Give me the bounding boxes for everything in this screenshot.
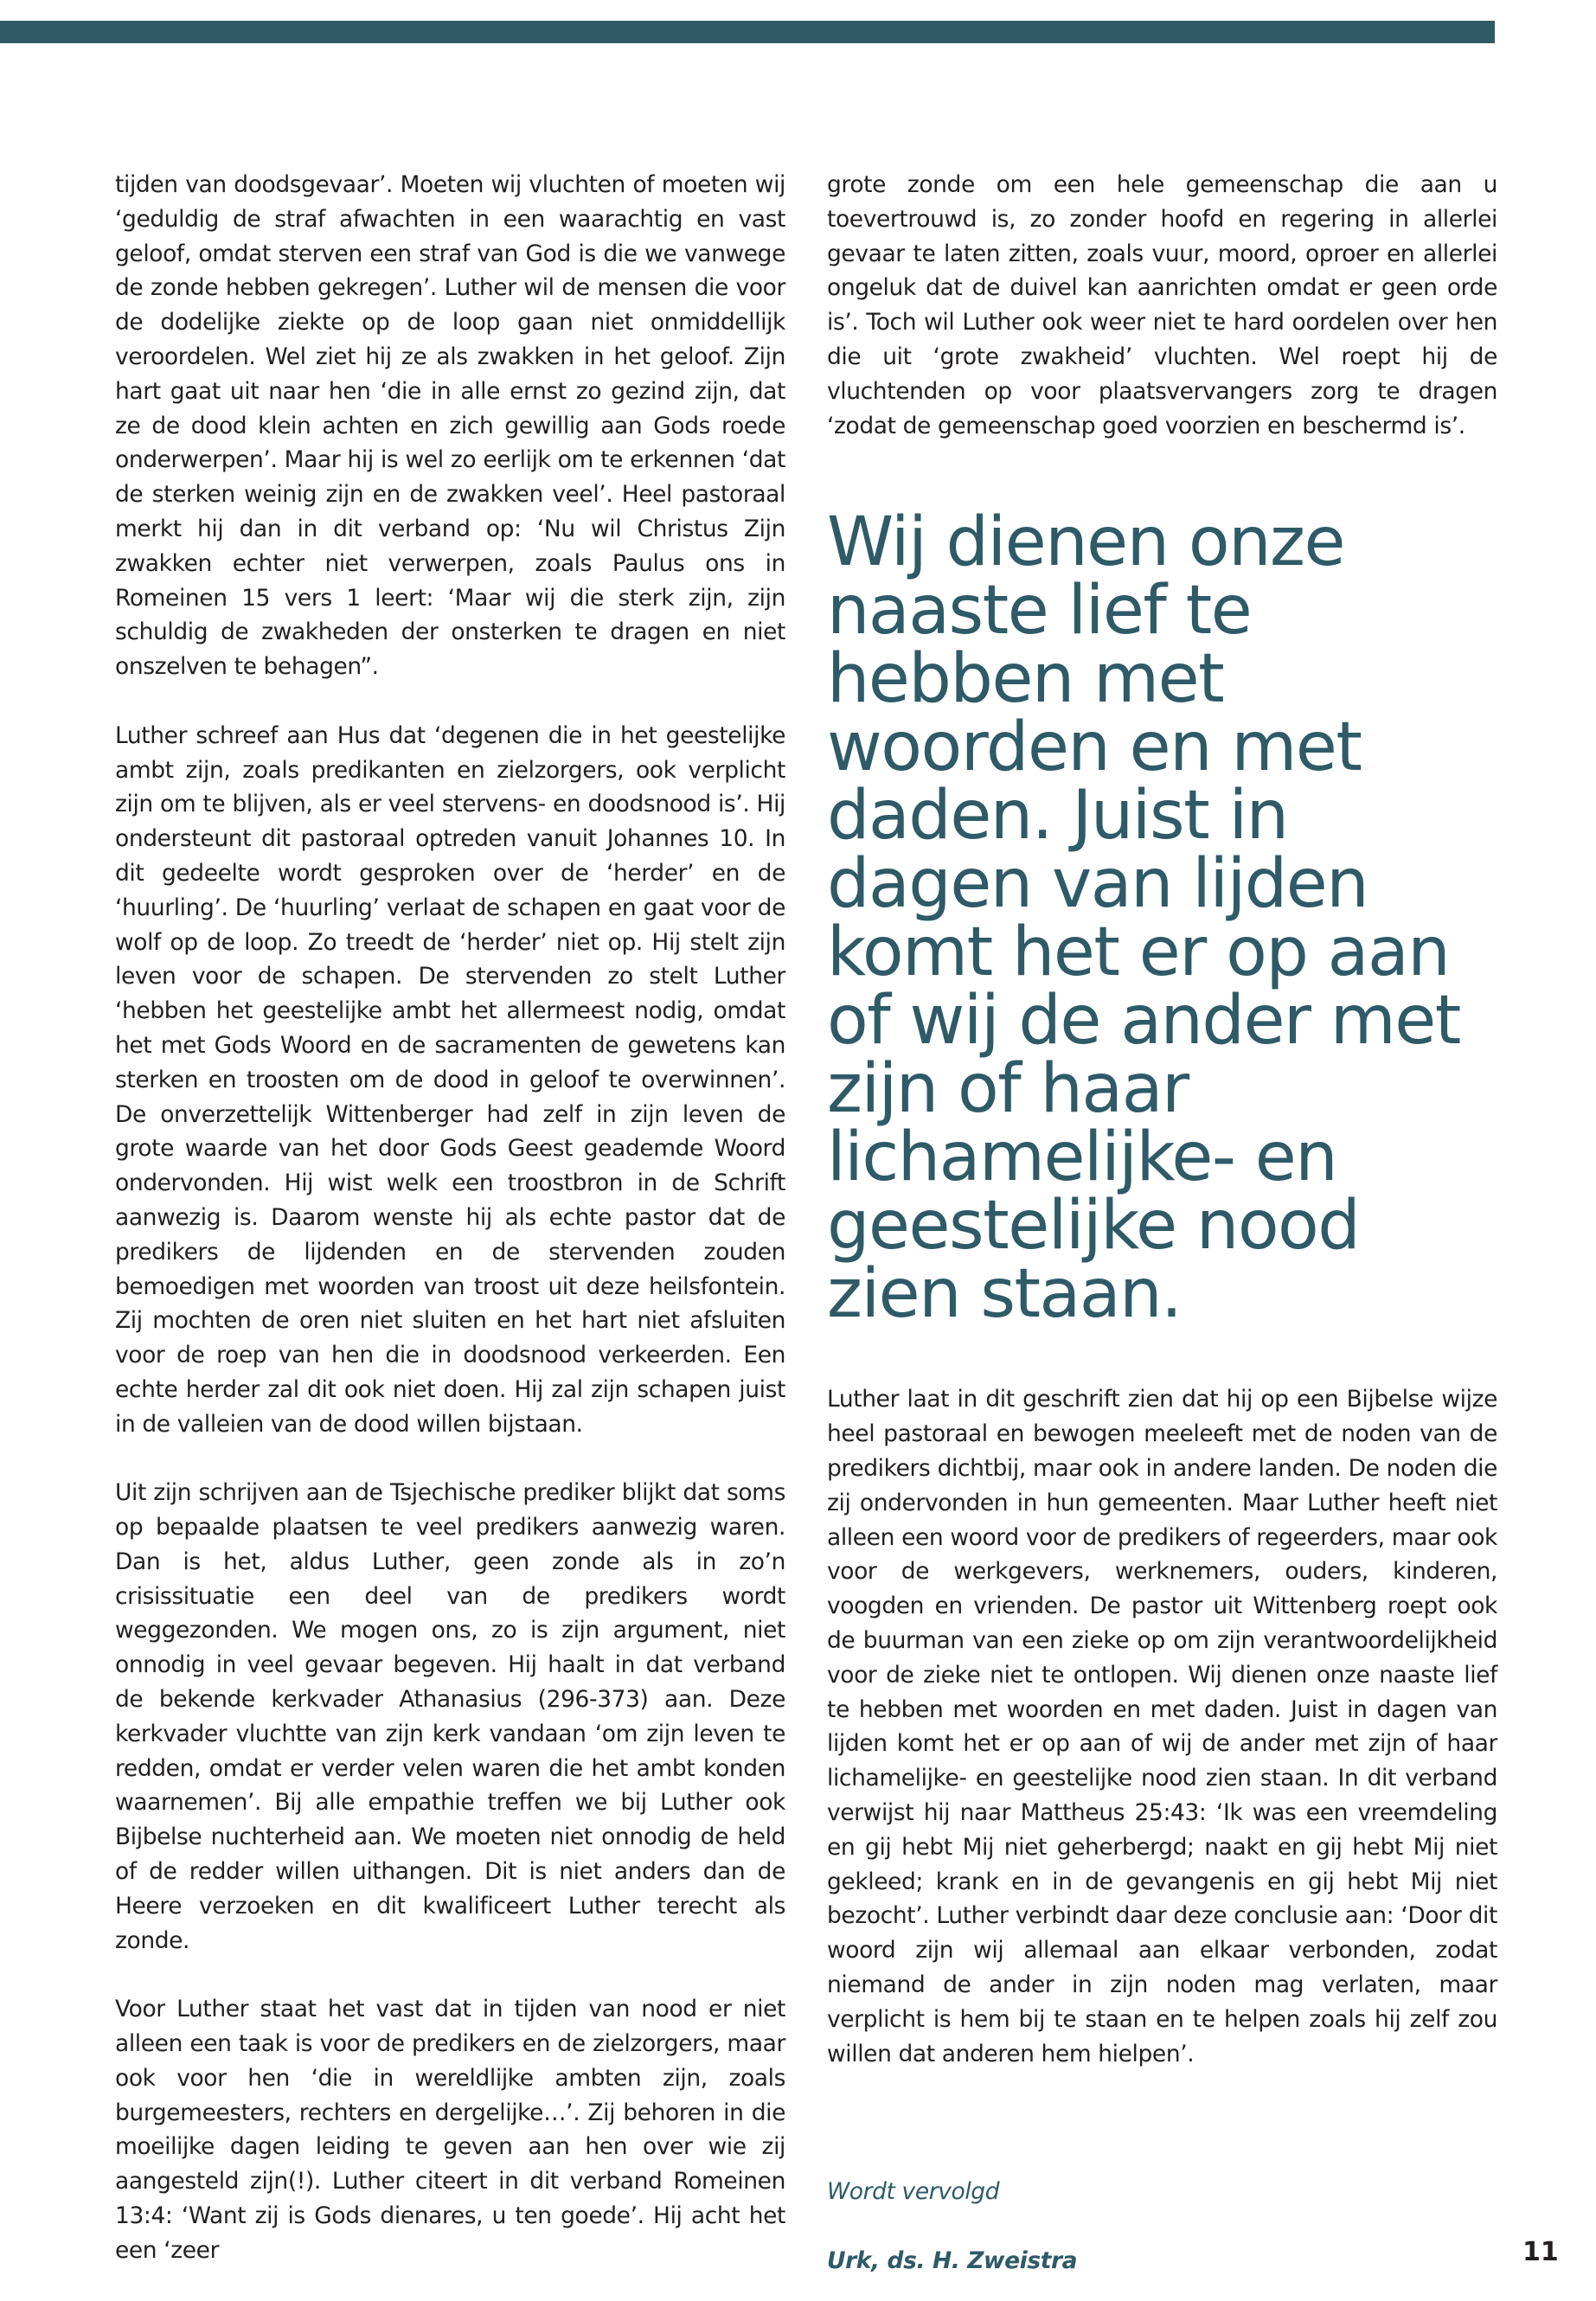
top-decorative-bar <box>0 21 1495 43</box>
page-number: 11 <box>1522 2237 1559 2267</box>
continued-note: Wordt vervolgd <box>827 2178 1000 2206</box>
left-column <box>115 168 785 2268</box>
pull-quote: Wij dienen onze naaste lief te hebben met woorden en met daden. Juist in dagen van lijden komt het er op aan of wij de ander met zijn of haar lichamelijke- en geestelijke nood zien staan. <box>827 503 1460 1334</box>
body-paragraph: Uit zijn schrijven aan de Tsjechische prediker blijkt dat soms op bepaalde plaatsen te veel predikers aanwezig waren. Dan is het, aldus Luther, geen zonde als in zo’n crisissituatie een deel van de predikers wordt weggezonden. We mogen ons, zo is zijn argument, niet onnodig in veel gevaar begeven. Hij haalt in dat verband de bekende kerkvader Athanasius (296-373) aan. Deze kerkvader vluchtte van zijn kerk vandaan ‘om zijn leven te redden, omdat er verder velen waren die het ambt konden waarnemen’. Bij alle empathie treffen we bij Luther ook Bijbelse nuchterheid aan. We moeten niet onnodig de held of de redder willen uithangen. Dit is niet anders dan de Heere verzoeken en dit kwalificeert Luther terecht als zonde. <box>115 1479 785 1954</box>
body-paragraph: tijden van doodsgevaar’. Moeten wij vluchten of moeten wij ‘geduldig de straf afwachten in een waarachtig en vast geloof, omdat sterven een straf van God is die we vanwege de zonde hebben gekregen’. Luther wil de mensen die voor de dodelijke ziekte op de loop gaan niet onmiddellijk veroordelen. Wel ziet hij ze als zwakken in het geloof. Zijn hart gaat uit naar hen ‘die in alle ernst zo gezind zijn, dat ze de dood klein achten en zich gewillig aan Gods roede onderwerpen’. Maar hij is wel zo eerlijk om te erkennen ‘dat de sterken weinig zijn en de zwakken veel’. Heel pastoraal merkt hij dan in dit verband op: ‘Nu wil Christus Zijn zwakken echter niet verwerpen, zoals Paulus ons in Romeinen 15 vers 1 leert: ‘Maar wij die sterk zijn, zijn schuldig de zwakheden der onsterken te dragen en niet onszelven te behagen”. <box>115 171 785 681</box>
body-paragraph: Luther schreef aan Hus dat ‘degenen die in het geestelijke ambt zijn, zoals predikanten en zielzorgers, ook verplicht zijn om te blijven, als er veel stervens- en doodsnood is’. Hij ondersteunt dit pastoraal optreden vanuit Johannes 10. In dit gedeelte wordt gesproken over de ‘herder’ en de ‘huurling’. De ‘huurling’ verlaat de schapen en gaat voor de wolf op de loop. Zo treedt de ‘herder’ niet op. Hij stelt zijn leven voor de schapen. De stervenden zo stelt Luther ‘hebben het geestelijke ambt het allermeest nodig, omdat het met Gods Woord en de sacramenten de gewetens kan sterken en troosten om de dood in geloof te overwinnen’. De onverzettelijk Wittenberger had zelf in zijn leven de grote waarde van het door Gods Geest geademde Woord ondervonden. Hij wist welk een troostbron in de Schrift aanwezig is. Daarom wenste hij als echte pastor dat de predikers de lijdenden en de stervenden zouden bemoedigen met woorden van troost uit deze heilsfontein. Zij mochten de oren niet sluiten en het hart niet afsluiten voor de roep van hen die in doodsnood verkeerden. Een echte herder zal dit ook niet doen. Hij zal zijn schapen juist in de valleien van de dood willen bijstaan. <box>115 721 785 1438</box>
body-paragraph: grote zonde om een hele gemeenschap die aan u toevertrouwd is, zo zonder hoofd en regering in allerlei gevaar te laten zitten, zoals vuur, moord, oproer en allerlei ongeluk dat de duivel kan aanrichten omdat er geen orde is’. Toch wil Luther ook weer niet te hard oordelen over hen die uit ‘grote zwakheid’ vluchten. Wel roept hij de vluchtenden op voor plaatsvervangers zorg te dragen ‘zodat de gemeenschap goed voorzien en beschermd is’. <box>827 171 1497 439</box>
right-column <box>827 168 1497 2279</box>
body-paragraph: Voor Luther staat het vast dat in tijden van nood er niet alleen een taak is voor de predikers en de zielzorgers, maar ook voor hen ‘die in wereldlijke ambten zijn, zoals burgemeesters, rechters en dergelijke…’. Zij behoren in die moeilijke dagen leiding te geven aan hen over wie zij aangesteld zijn(!). Luther citeert in dit verband Romeinen 13:4: ‘Want zij is Gods dienares, u ten goede’. Hij acht het een ‘zeer <box>115 1996 785 2264</box>
body-paragraph: Luther laat in dit geschrift zien dat hij op een Bijbelse wijze heel pastoraal en bewogen meeleeft met de noden van de predikers dichtbij, maar ook in andere landen. De noden die zij ondervonden in hun gemeenten. Maar Luther heeft niet alleen een woord voor de predikers of regeerders, maar ook voor de werkgevers, werknemers, ouders, kinderen, voogden en vrienden. De pastor uit Wittenberg roept ook de buurman van een zieke op om zijn verantwoordelijkheid voor de zieke niet te ontlopen. Wij dienen onze naaste lief te hebben met woorden en met daden. Juist in dagen van lijden komt het er op aan of wij de ander met zijn of haar lichamelijke- en geestelijke nood zien staan. In dit verband verwijst hij naar Mattheus 25:43: ‘Ik was een vreemdeling en gij hebt Mij niet geherbergd; naakt en gij hebt Mij niet gekleed; krank en in de gevangenis en gij hebt Mij niet bezocht’. Luther verbindt daar deze conclusie aan: ‘Door dit woord zijn wij allemaal aan elkaar verbonden, zodat niemand de ander in zijn noden mag verlaten, maar verplicht is hem bij te staan en te helpen zoals hij zelf zou willen dat anderen hem hielpen’. <box>827 1386 1497 2067</box>
author-signature: Urk, ds. H. Zweistra <box>827 2247 1078 2275</box>
